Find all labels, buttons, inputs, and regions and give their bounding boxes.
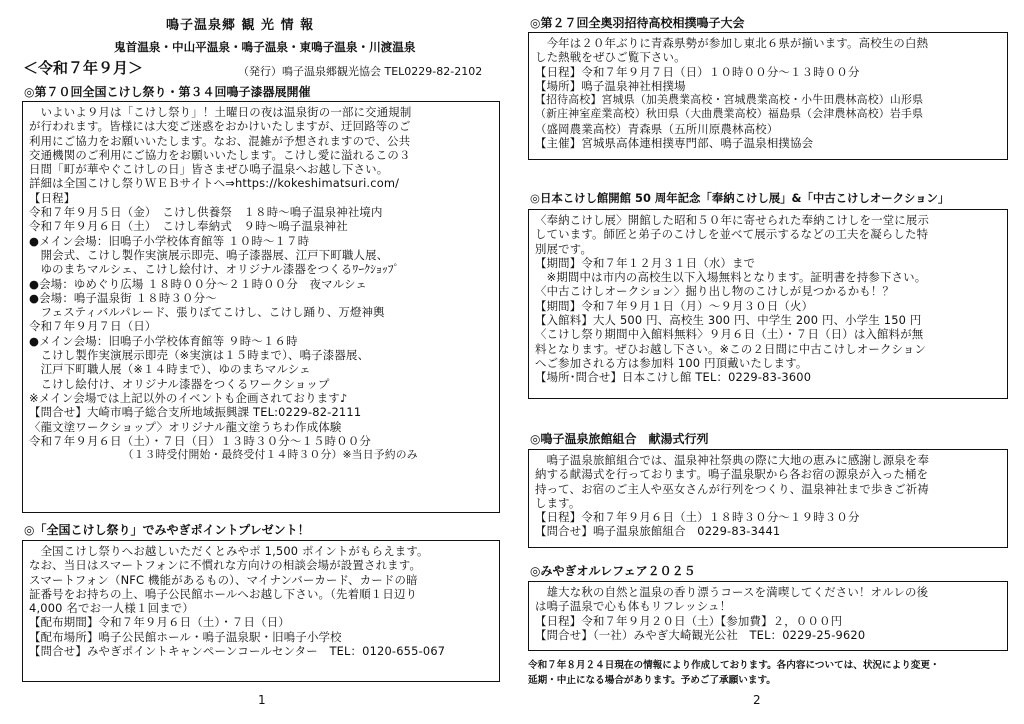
text-line: ●会場：鳴子温泉街 １８時３０分～ [29, 290, 217, 305]
text-line: 【問合せ】みやぎポイントキャンペーンコールセンター TEL：0120-655-067 [29, 644, 446, 659]
text-line: 【配布場所】鳴子公民館ホール・鳴子温泉駅・旧鳴子小学校 [29, 629, 342, 644]
text-line: 全国こけし祭りへお越しいただくとみやポ 1,500 ポイントがもらえます。 [29, 544, 429, 558]
text-line: （盛岡農業高校）青森県（五所川原農林高校） [535, 121, 779, 136]
text-line: 【問合せ】（一社）みやぎ大崎観光公社 TEL：0229-25-9620 [535, 627, 866, 642]
text-line: は鳴子温泉で心も体もリフレッシュ！ [535, 599, 732, 614]
section-heading-olle-fair: ◎みやぎオルレフェア２０２５ [530, 564, 696, 578]
text-line: 料となります。ぜひお越し下さい。※この２日間に中古こけしオークション [535, 341, 927, 356]
text-line: 利用にご協力をお願いいたします。なお、混雑が予想されますので、公共 [29, 133, 411, 148]
section-heading-sumo: ◎第２７回全奥羽招待高校相撲鳴子大会 [530, 16, 745, 30]
text-line: 令和７年９月６日（土） こけし奉納式 ９時～鳴子温泉神社 [29, 219, 348, 234]
text-line: 〈こけし祭り期間中入館料無料〉９月６日（土）・７日（日）は入館料が無 [535, 327, 924, 342]
text-line: 【配布期間】令和７年９月６日（土）・７日（日） [29, 615, 290, 630]
text-line: ※メイン会場では上記以外のイベントも企画されております♪ [29, 390, 348, 405]
text-line: 〈中古こけしオークション〉掘り出し物のこけしが見つかるかも！？ [535, 284, 895, 299]
text-line: ●会場：ゆめぐり広場 １８時００分～２１時００分 夜マルシェ [29, 276, 367, 291]
text-line: （新庄神室産業高校）秋田県（大曲農業高校）福島県（会津農林高校）岩手県 [535, 107, 924, 121]
text-line: 4,000 名でお一人様１回まで） [29, 601, 194, 616]
text-line: 納する献湯式を行っております。鳴子温泉駅から各お宿の源泉が入った桶を [535, 467, 929, 482]
text-line: 江戸下町職人展（※１４時まで）、ゆのまちマルシェ [29, 362, 311, 377]
footnote-line: 延期・中止になる場合があります。予めご了承願います。 [528, 675, 776, 686]
kokeshi-festival-box [22, 101, 500, 513]
text-line: 令和７年９月７日（日） [29, 319, 157, 334]
onsen-areas: 鬼首温泉・中山平温泉・鳴子温泉・東鳴子温泉・川渡温泉 [114, 40, 416, 54]
text-line: 証番号をお持ちの上、鳴子公民館ホールへお越し下さい。（先着順１日辺り [29, 586, 418, 601]
page-title: 鳴子温泉郷 観 光 情 報 [166, 18, 315, 33]
text-line: します。 [535, 495, 581, 510]
text-line: 【日程】令和７年９月６日（土）１８時３０分～１９時３０分 [535, 510, 860, 525]
page-1 [22, 0, 502, 724]
text-line: 【期間】令和７年９月１日（月）～９月３０日（火） [535, 298, 814, 313]
text-line: が行われます。皆様には大変ご迷惑をおかけいたしますが、迂回路等のご [29, 119, 411, 134]
text-line: スマートフォン（NFC 機能があるもの）、マイナンバーカード、カードの暗 [29, 572, 418, 587]
text-line: 【日程】令和７年９月７日（日）１０時００分～１３時００分 [535, 64, 860, 79]
text-line: 交通機関のご利用にご協力をお願いいたします。こけし愛に溢れるこの３ [29, 147, 411, 162]
miyagi-points-box [22, 540, 500, 682]
issue-month: ＜令和７年９月＞ [23, 59, 144, 77]
text-line: 【主催】宮城県高体連相撲専門部、鳴子温泉相撲協会 [535, 136, 814, 151]
text-line: 今年は２０年ぶりに青森県勢が参加し東北６県が揃います。高校生の白熱 [535, 36, 929, 50]
footnote [528, 658, 940, 688]
text-line: 〈奉納こけし展〉開館した昭和５０年に寄せられた奉納こけしを一堂に展示 [535, 213, 930, 227]
section-heading-kokeshi-festival: ◎第７０回全国こけし祭り・第３４回鳴子漆器展開催 [24, 85, 311, 99]
text-line: 【期間】令和７年１２月３１日（水）まで [535, 255, 756, 270]
website-link[interactable]: 詳細は全国こけし祭りＷＥＢサイトへ⇒https://kokeshimatsuri.com/ [29, 176, 400, 191]
text-line: こけし絵付け、オリジナル漆器をつくるワークショップ [29, 376, 330, 391]
sumo-box [528, 32, 1008, 160]
ryokan-procession-box [528, 449, 1008, 548]
text-line: した熱戦をぜひご覧下さい。 [535, 50, 686, 65]
section-heading-miyagi-points: ◎「全国こけし祭り」でみやぎポイントプレゼント！ [24, 523, 310, 537]
text-line: 【日程】 [29, 190, 76, 205]
text-line: 〈龍文塗ワークショップ〉オリジナル龍文塗うちわ作成体験 [29, 419, 342, 434]
text-line: 鳴子温泉旅館組合では、温泉神社祭典の際に大地の恵みに感謝し源泉を奉 [535, 453, 930, 467]
section-heading-kokeshi-museum: ◎日本こけし館開館 50 周年記念「奉納こけし展」&「中古こけしオークション」 [530, 191, 950, 205]
olle-fair-box [528, 581, 1008, 651]
text-line: 開会式、こけし製作実演展示即売、鳴子漆器展、江戸下町職人展、 [29, 247, 389, 262]
text-line: 日間「町が華やぐこけしの日」皆さまぜひ鳴子温泉へお越し下さい。 [29, 162, 389, 177]
section-heading-ryokan-procession: ◎鳴子温泉旅館組合 献湯式行列 [530, 432, 709, 446]
page-number: 2 [753, 693, 761, 707]
text-line: 【日程】令和７年９月２０日（土）【参加費】２，０００円 [535, 613, 843, 628]
text-line: 【招待高校】宮城県（加美農業高校・宮城農業高校・小牛田農林高校）山形県 [535, 93, 924, 107]
footnote-line: 令和７年８月２４日現在の情報により作成しております。各内容については、状況により変更・ [528, 660, 940, 671]
text-line: 【場所】鳴子温泉神社相撲場 [535, 78, 686, 93]
text-line: 令和７年９月６日（土）・７日（日）１３時３０分～１５時００分 [29, 433, 372, 448]
kokeshi-museum-box [528, 209, 1008, 399]
text-line: 【入館料】大人 500 円、高校生 300 円、中学生 200 円、小学生 150 円 [535, 313, 922, 328]
issuer: （発行）鳴子温泉郷観光協会 TEL0229-82-2102 [238, 65, 483, 78]
text-line: ●メイン会場：旧鳴子小学校体育館等 ９時～１６時 [29, 333, 298, 348]
text-line: ※期間中は市内の高校生以下入場無料となります。証明書を持参下さい。 [535, 270, 927, 285]
text-line: こけし製作実演展示即売（※実演は１５時まで）、鳴子漆器展、 [29, 348, 370, 363]
text-line: いよいよ９月は「こけし祭り」！土曜日の夜は温泉街の一部に交通規制 [29, 105, 412, 119]
text-line: ●メイン会場：旧鳴子小学校体育館等 １０時～１７時 [29, 233, 310, 248]
text-line: （１３時受付開始・最終受付１４時３０分）※当日予約のみ [29, 448, 418, 462]
text-line: 別展です。 [535, 241, 593, 256]
text-line: 【場所･問合せ】日本こけし館 TEL：0229-83-3600 [535, 370, 812, 385]
text-line: なお、当日はスマートフォンに不慣れな方向けの相談会場が設置されます。 [29, 558, 422, 573]
text-line: ゆのまちマルシェ、こけし絵付け、オリジナル漆器をつくるﾜｰｸｼｮｯﾌﾟ [29, 262, 400, 277]
text-line: 【問合せ】大崎市鳴子総合支所地域振興課 TEL:0229-82-2111 [29, 405, 362, 420]
text-line: 【問合せ】鳴子温泉旅館組合 0229-83-3441 [535, 524, 781, 539]
text-line: 持って、お宿のご主人や巫女さんが行列をつくり、温泉神社まで歩きご祈祷 [535, 481, 929, 496]
page-2 [528, 0, 1010, 724]
text-line: 令和７年９月５日（金） こけし供養祭 １８時～鳴子温泉神社境内 [29, 205, 383, 220]
text-line: しています。師匠と弟子のこけしを並べて展示するなどの工夫を凝らした特 [535, 227, 929, 242]
page-number: 1 [258, 693, 266, 707]
text-line: へご参加される方は参加料 100 円頂戴いたします。 [535, 355, 808, 370]
text-line: 雄大な秋の自然と温泉の香り漂うコースを満喫してください！オルレの後 [535, 585, 929, 599]
text-line: フェスティバルパレード、張りぼてこけし、こけし踊り、万燈神輿 [29, 305, 385, 320]
